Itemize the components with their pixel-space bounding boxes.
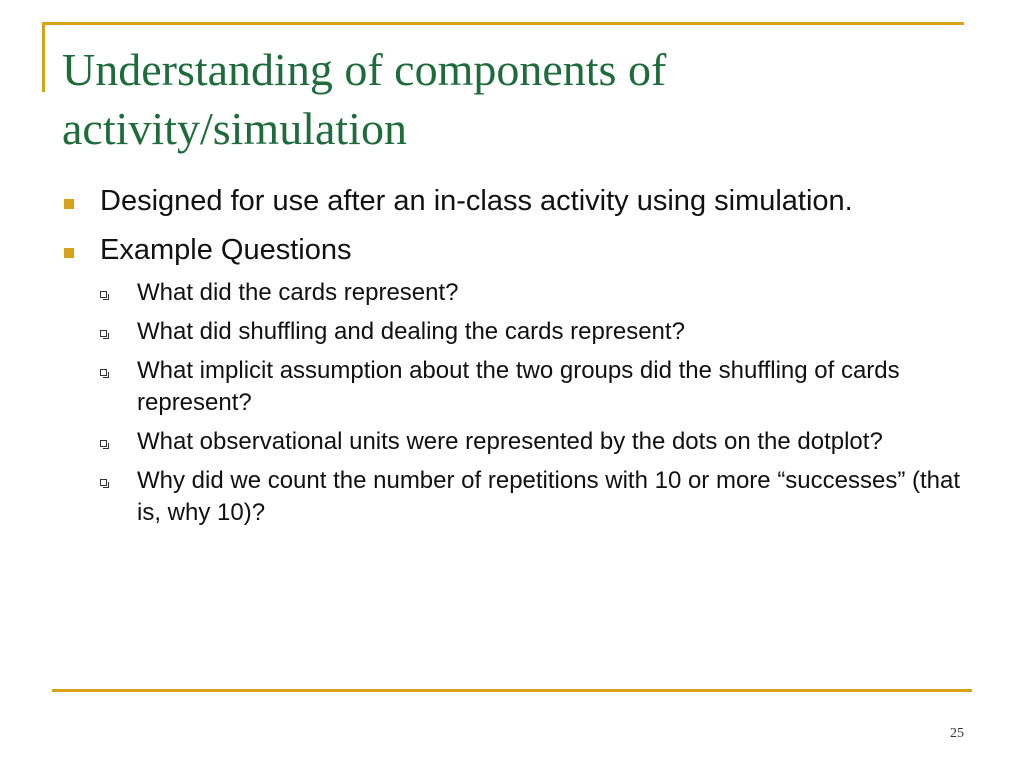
sub-bullet-item: [62, 355, 962, 419]
sub-bullet-item: [62, 277, 962, 309]
hollow-square-bullet-icon: [100, 440, 107, 447]
square-bullet-icon: [64, 199, 74, 209]
sub-bullet-item: [62, 465, 962, 529]
sub-bullet-item: [62, 426, 962, 458]
sub-bullet-item: [62, 316, 962, 348]
page-number: 25: [950, 726, 964, 741]
sub-bullet-text: What observational units were represented by the dots on the dotplot?: [137, 428, 883, 455]
left-divider: [42, 22, 45, 92]
bottom-divider: [52, 689, 972, 692]
sub-bullet-text: What did shuffling and dealing the cards represent?: [137, 318, 685, 345]
hollow-square-bullet-icon: [100, 479, 107, 486]
bullet-text: Example Questions: [100, 234, 352, 266]
bullet-text: Designed for use after an in-class activity using simulation.: [100, 185, 853, 217]
sub-bullet-text: Why did we count the number of repetitions with 10 or more “successes” (that is, why 10)?: [137, 467, 961, 526]
slide-title: Understanding of components of activity/simulation: [62, 44, 667, 154]
hollow-square-bullet-icon: [100, 369, 107, 376]
sub-bullet-list: [62, 277, 962, 529]
sub-bullet-text: What implicit assumption about the two groups did the shuffling of cards represent?: [137, 357, 900, 416]
square-bullet-icon: [64, 248, 74, 258]
hollow-square-bullet-icon: [100, 330, 107, 337]
bullet-item: [62, 232, 962, 269]
hollow-square-bullet-icon: [100, 291, 107, 298]
slide-content: [62, 183, 962, 536]
top-divider: [42, 22, 964, 25]
sub-bullet-text: What did the cards represent?: [137, 279, 459, 306]
bullet-item: [62, 183, 962, 220]
